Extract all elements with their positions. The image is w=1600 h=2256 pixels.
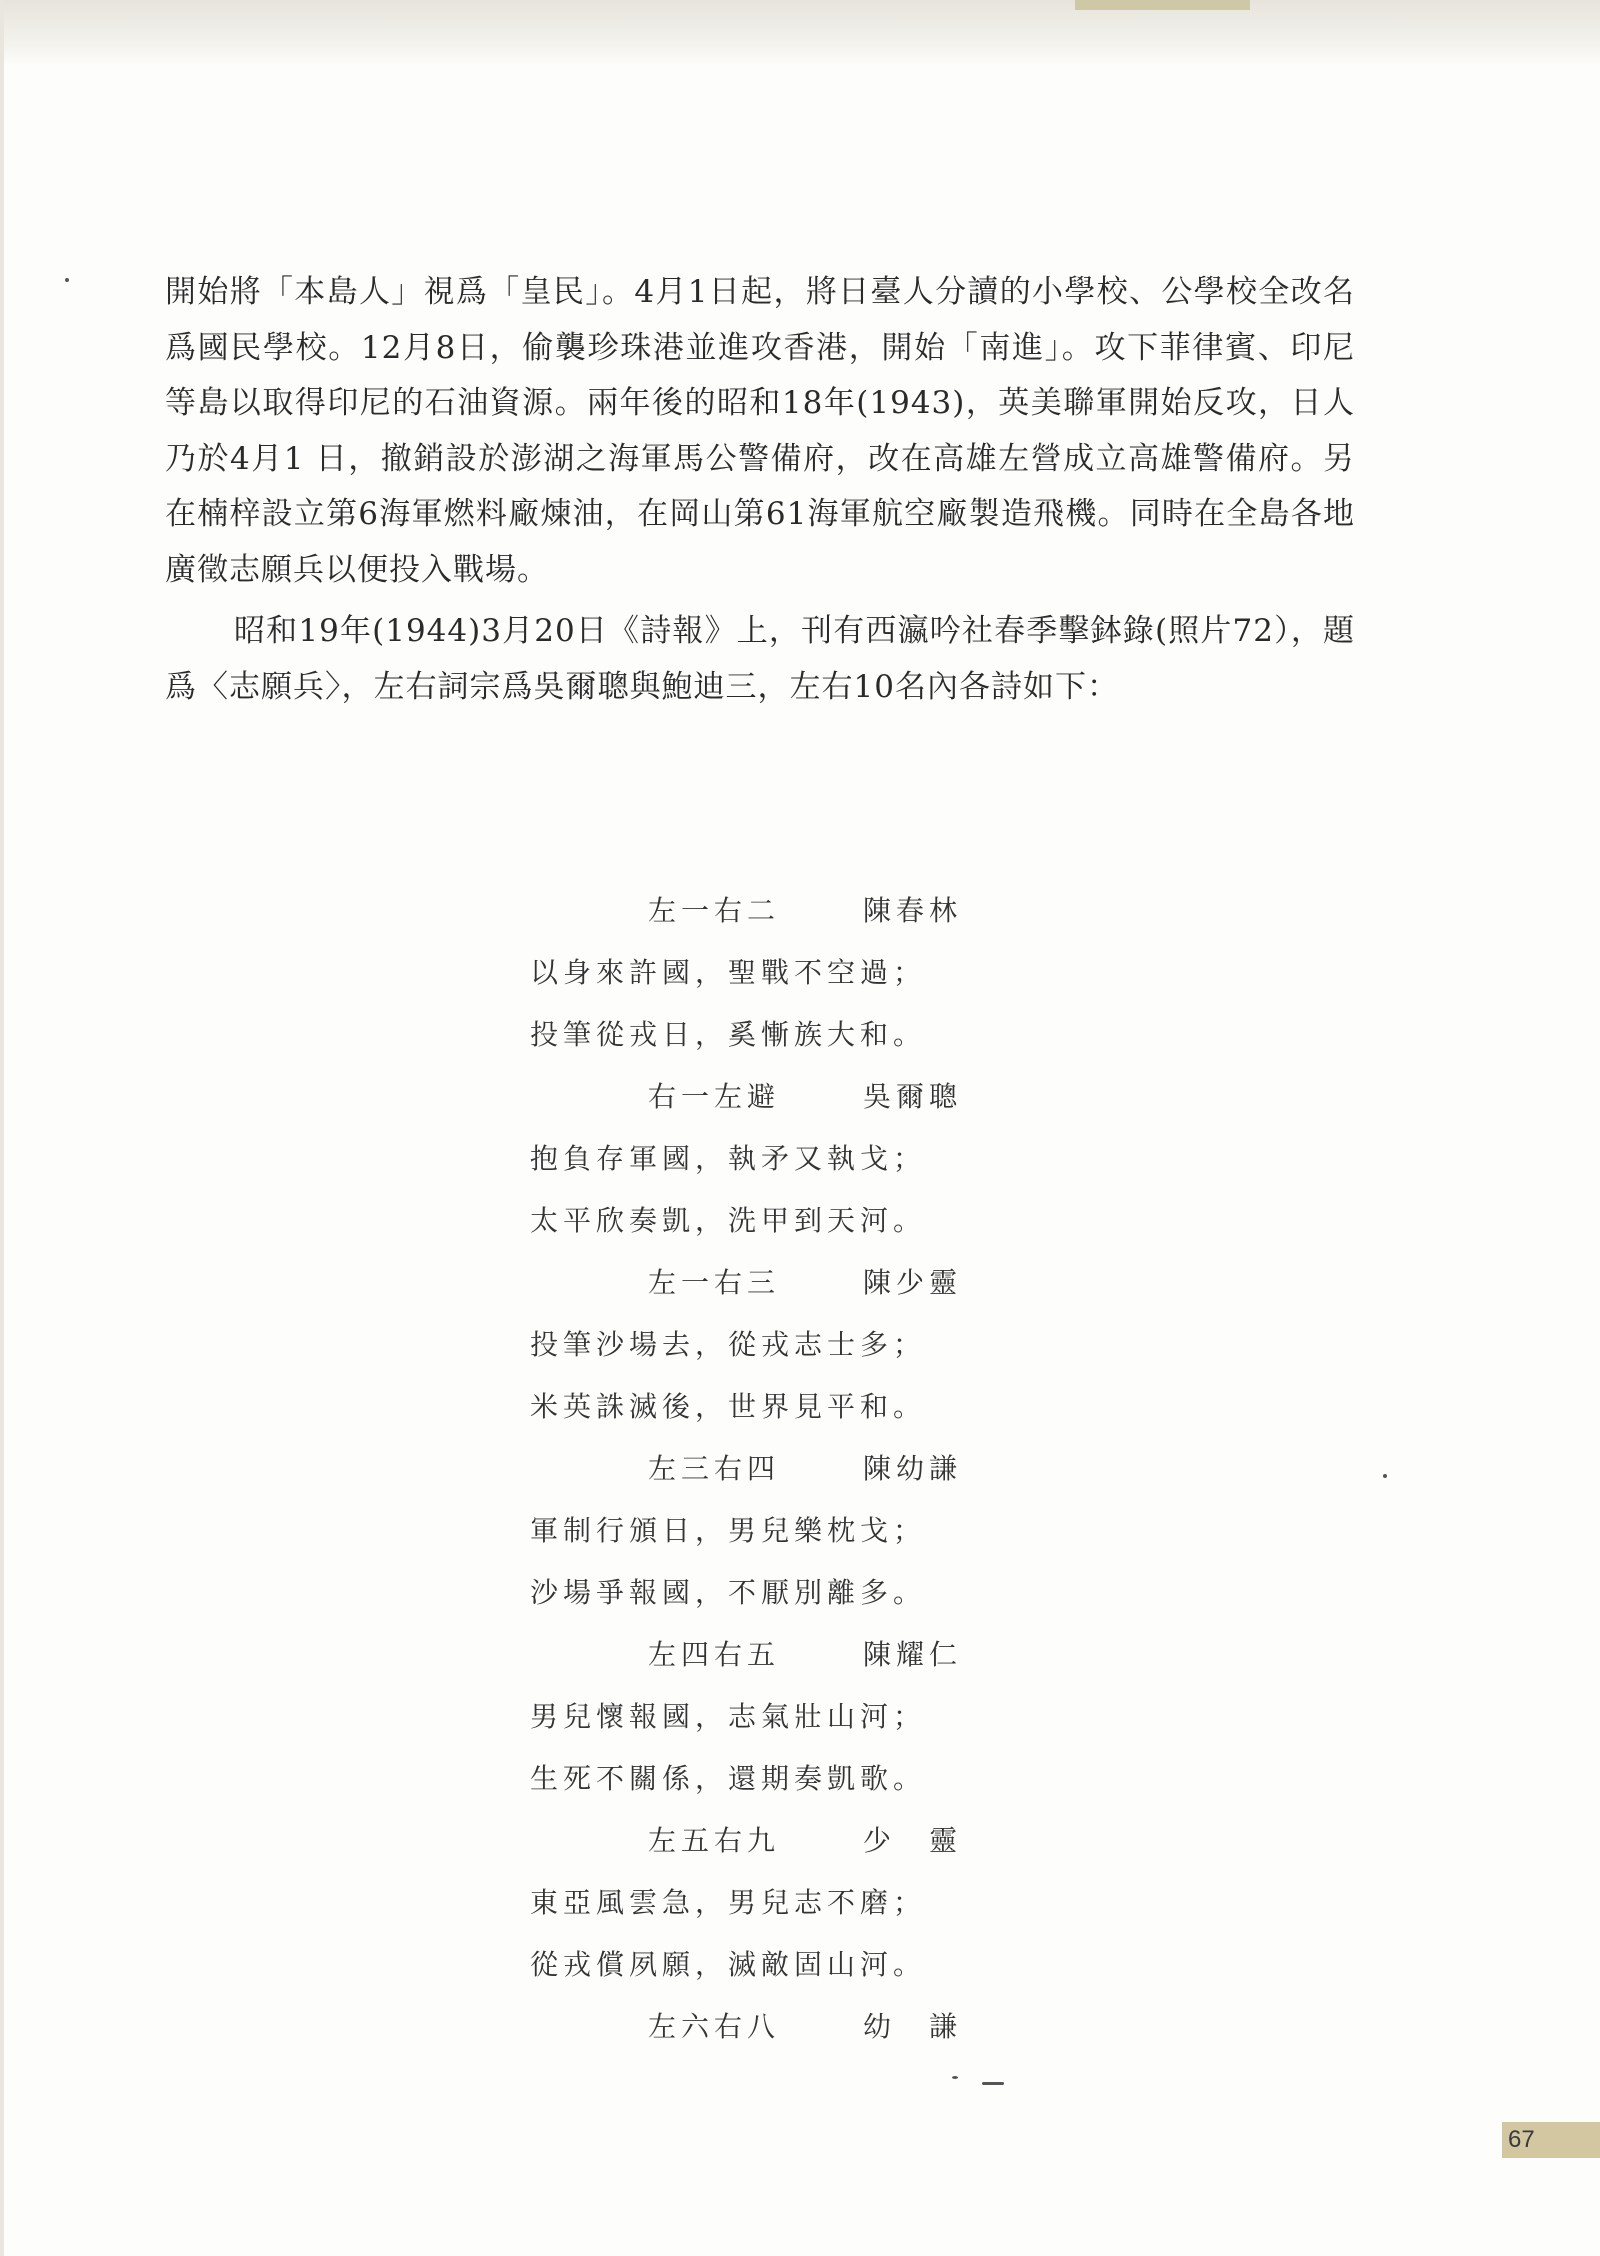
poem-rank: 右一左避 xyxy=(648,1080,781,1113)
poem-line: 東亞風雲急，男兒志不磨； xyxy=(530,1886,927,1919)
poem-rank: 左三右四 xyxy=(648,1452,781,1485)
poem-heading xyxy=(530,1810,1050,1872)
poem-rank: 左五右九 xyxy=(648,1824,781,1857)
poem-line: 投筆沙場去，從戎志士多； xyxy=(530,1328,927,1361)
poem-line: 從戎償夙願，滅敵固山河。 xyxy=(530,1948,927,1981)
scan-speck xyxy=(1383,1474,1387,1478)
poem-line: 以身來許國，聖戰不空過； xyxy=(530,956,927,989)
paragraph: 昭和19年(1944)3月20日《詩報》上，刊有西瀛吟社春季擊鉢錄(照片72），題爲〈志願兵〉，左右詞宗爲吳爾聰與鮑迪三，左右10名內各詩如下： xyxy=(165,613,1356,705)
poem-line: 投筆從戎日，奚慚族大和。 xyxy=(530,1018,927,1051)
poem-heading xyxy=(530,1252,1050,1314)
poem-author: 陳春林 xyxy=(863,894,963,927)
poem-line: 男兒懷報國，志氣壯山河； xyxy=(530,1700,927,1733)
poem-heading xyxy=(530,1996,1050,2058)
scan-speck xyxy=(65,278,69,282)
poem-line: 生死不關係，還期奏凱歌。 xyxy=(530,1762,927,1795)
poem-rank: 左一右三 xyxy=(648,1266,781,1299)
poem-rank: 左四右五 xyxy=(648,1638,781,1671)
poem-author: 陳幼謙 xyxy=(863,1452,963,1485)
poem-heading xyxy=(530,1624,1050,1686)
body-text xyxy=(165,265,1355,715)
poem-heading xyxy=(530,1066,1050,1128)
scan-top-edge xyxy=(0,0,1600,66)
poem-line: 抱負存軍國，執矛又執戈； xyxy=(530,1142,927,1175)
poem-author: 陳耀仁 xyxy=(863,1638,963,1671)
poem-heading xyxy=(530,1438,1050,1500)
poem-author: 幼 謙 xyxy=(863,2010,963,2043)
scan-speck xyxy=(982,2082,1004,2085)
poem-heading xyxy=(530,880,1050,942)
poem-line: 軍制行頒日，男兒樂枕戈； xyxy=(530,1514,927,1547)
poem-list xyxy=(530,880,1050,2058)
poem-rank: 左一右二 xyxy=(648,894,781,927)
paragraph: 開始將「本島人」視爲「皇民」。4月1日起，將日臺人分讀的小學校、公學校全改名爲國民學校。12月8日，偷襲珍珠港並進攻香港，開始「南進」。攻下菲律賓、印尼等島以取得印尼的石油資源。兩年後的昭和18年(1943)，英美聯軍開始反攻，日人乃於4月1 日，撤銷設於澎湖之海軍馬公警備府，改在高雄左營成立高雄警備府。另在楠梓設立第6海軍燃料廠煉油，在岡山第61海軍航空廠製造飛機。同時在全島各地廣徵志願兵以便投入戰場。 xyxy=(165,274,1355,588)
scan-speck xyxy=(952,2076,958,2079)
page-number: 67 xyxy=(1502,2122,1600,2158)
scan-left-edge xyxy=(0,0,4,2256)
poem-line: 太平欣奏凱，洗甲到天河。 xyxy=(530,1204,927,1237)
poem-rank: 左六右八 xyxy=(648,2010,781,2043)
poem-author: 陳少靈 xyxy=(863,1266,963,1299)
poem-line: 米英誅滅後，世界見平和。 xyxy=(530,1390,927,1423)
poem-author: 少 靈 xyxy=(863,1824,963,1857)
poem-author: 吳爾聰 xyxy=(863,1080,963,1113)
poem-line: 沙場爭報國，不厭別離多。 xyxy=(530,1576,927,1609)
scan-header-mark xyxy=(1075,0,1250,10)
